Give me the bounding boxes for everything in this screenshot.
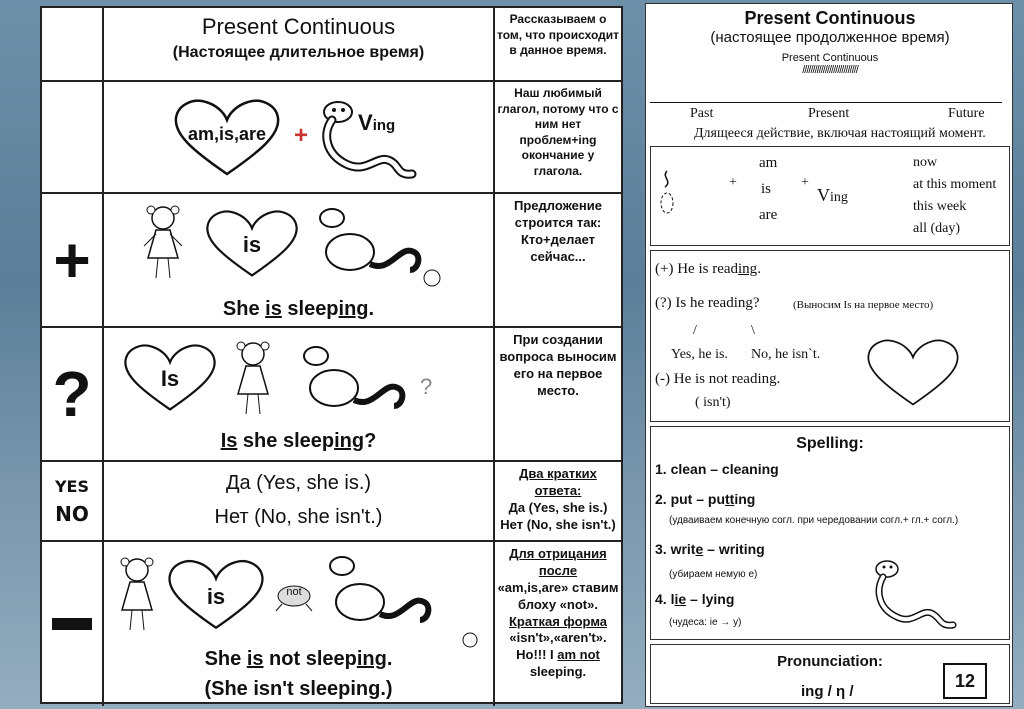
example-positive: (+) He is reading. [655, 261, 761, 277]
header-row [42, 8, 621, 82]
spelling-2: 2. put – putting [655, 491, 756, 507]
example-yes: Yes, he is. [671, 347, 728, 362]
timeline-line [650, 102, 1002, 103]
flea-label: not [286, 586, 302, 598]
snake-label: Ving [358, 110, 396, 135]
negative-row [42, 542, 621, 706]
short-yes: Да (Yes, she is.) [225, 472, 372, 494]
right-title: Present Continuous [744, 8, 916, 28]
snake-icon [869, 555, 959, 631]
timeline-desc: Длящееся действие, включая настоящий момент. [694, 126, 986, 141]
v-ing: Ving [817, 185, 848, 205]
example-question-note: (Выносим Is на первое место) [793, 299, 934, 311]
no-label: NO [55, 501, 89, 526]
question-row [42, 328, 621, 462]
formula-row [42, 82, 621, 194]
grammar-table [42, 8, 621, 702]
heart-label: Is [160, 366, 180, 391]
timeline-slashes: /////////////////////////// [802, 64, 858, 76]
plus-sign: + [294, 122, 309, 149]
girl-icon [138, 202, 188, 282]
formula-box: + am is are + Ving now at this moment this week all (day) [650, 146, 1010, 246]
example-negative: (-) He is not reading. [655, 371, 781, 387]
timeline-past: Past [690, 106, 714, 121]
pronunciation-title: Pronunciation: [777, 653, 883, 670]
snake-icon [316, 94, 426, 184]
right-page [645, 3, 1013, 707]
negative-note: Для отрицания после «am,is,are» ставим блоху «not». Краткая форма «isn't»,«aren't». Но!!! I am not sleeping. [497, 546, 619, 680]
right-subtitle: (настоящее продолженное время) [710, 29, 950, 46]
timeline-future: Future [948, 106, 985, 121]
spelling-3: 3. write – writing [655, 541, 765, 557]
heart-label: is [206, 584, 226, 609]
snake-mini-icon [657, 167, 677, 217]
spelling-2-note: (удваиваем конечную согл. при чередовании согл.+ гл.+ согл.) [669, 515, 959, 526]
sleeping-snake-icon [310, 204, 450, 294]
svg-text:?: ? [420, 374, 433, 399]
spelling-3-note: (убираем немую е) [669, 569, 758, 580]
minus-symbol [52, 618, 92, 630]
positive-row [42, 194, 621, 328]
examples-box: (+) He is reading. (?) Is he reading? (Выносим Is на первое место) / \ Yes, he is. No, he isn`t. (-) He is not reading. ( isn't) [650, 250, 1010, 422]
positive-note: Предложение строится так: Кто+делает сейчас... [514, 198, 602, 264]
negative-sentence: She is not sleeping. [204, 648, 393, 670]
heart-icon [865, 337, 961, 409]
question-sentence: Is she sleeping? [220, 430, 377, 452]
timeline-label: Present Continuous [781, 52, 879, 64]
spelling-box [650, 426, 1010, 640]
timeline-present: Present [808, 106, 850, 121]
yes-label: YES [54, 476, 90, 496]
heart-label: am,is,are [187, 124, 267, 144]
plus-symbol: + [53, 224, 91, 296]
example-no: No, he isn`t. [751, 347, 821, 362]
sleeping-snake-icon [294, 342, 444, 428]
example-question: (?) Is he reading? [655, 295, 760, 311]
pronunciation-box [650, 644, 1010, 704]
page-number: 12 [943, 663, 987, 699]
spelling-title: Spelling: [796, 435, 864, 452]
short-answer-row [42, 462, 621, 542]
question-note: При создании вопроса выносим его на первое место. [499, 332, 617, 398]
sleeping-snake-icon [320, 552, 480, 648]
spelling-4-note: (чудеса: ie → y) [669, 617, 742, 628]
header-note: Рассказываем о том, что происходит в данное время. [497, 12, 620, 58]
pronunciation-text: ing / η / [801, 683, 854, 700]
formula-note: Наш любимый глагол, потому что с ним нет проблем+ing окончание у глагола. [497, 86, 619, 178]
spelling-4: 4. lie – lying [655, 591, 735, 607]
left-page [40, 6, 623, 704]
timeline-box [650, 6, 1010, 146]
short-note: Два кратких ответа: Да (Yes, she is.) Нет (No, she isn't.) [500, 466, 616, 532]
example-negative-short: ( isn't) [695, 395, 731, 410]
heart-label: is [242, 232, 262, 257]
page-title: Present Continuous [201, 14, 396, 39]
short-no: Нет (No, she isn't.) [214, 506, 383, 528]
negative-short-sentence: (She isn't sleeping.) [204, 678, 393, 700]
page-subtitle: (Настоящее длительное время) [172, 44, 425, 61]
question-symbol: ? [52, 358, 92, 430]
spelling-1: 1. clean – cleaning [655, 461, 779, 477]
positive-sentence: She is sleeping. [222, 298, 375, 320]
girl-icon [228, 338, 278, 418]
girl-icon [112, 554, 162, 634]
